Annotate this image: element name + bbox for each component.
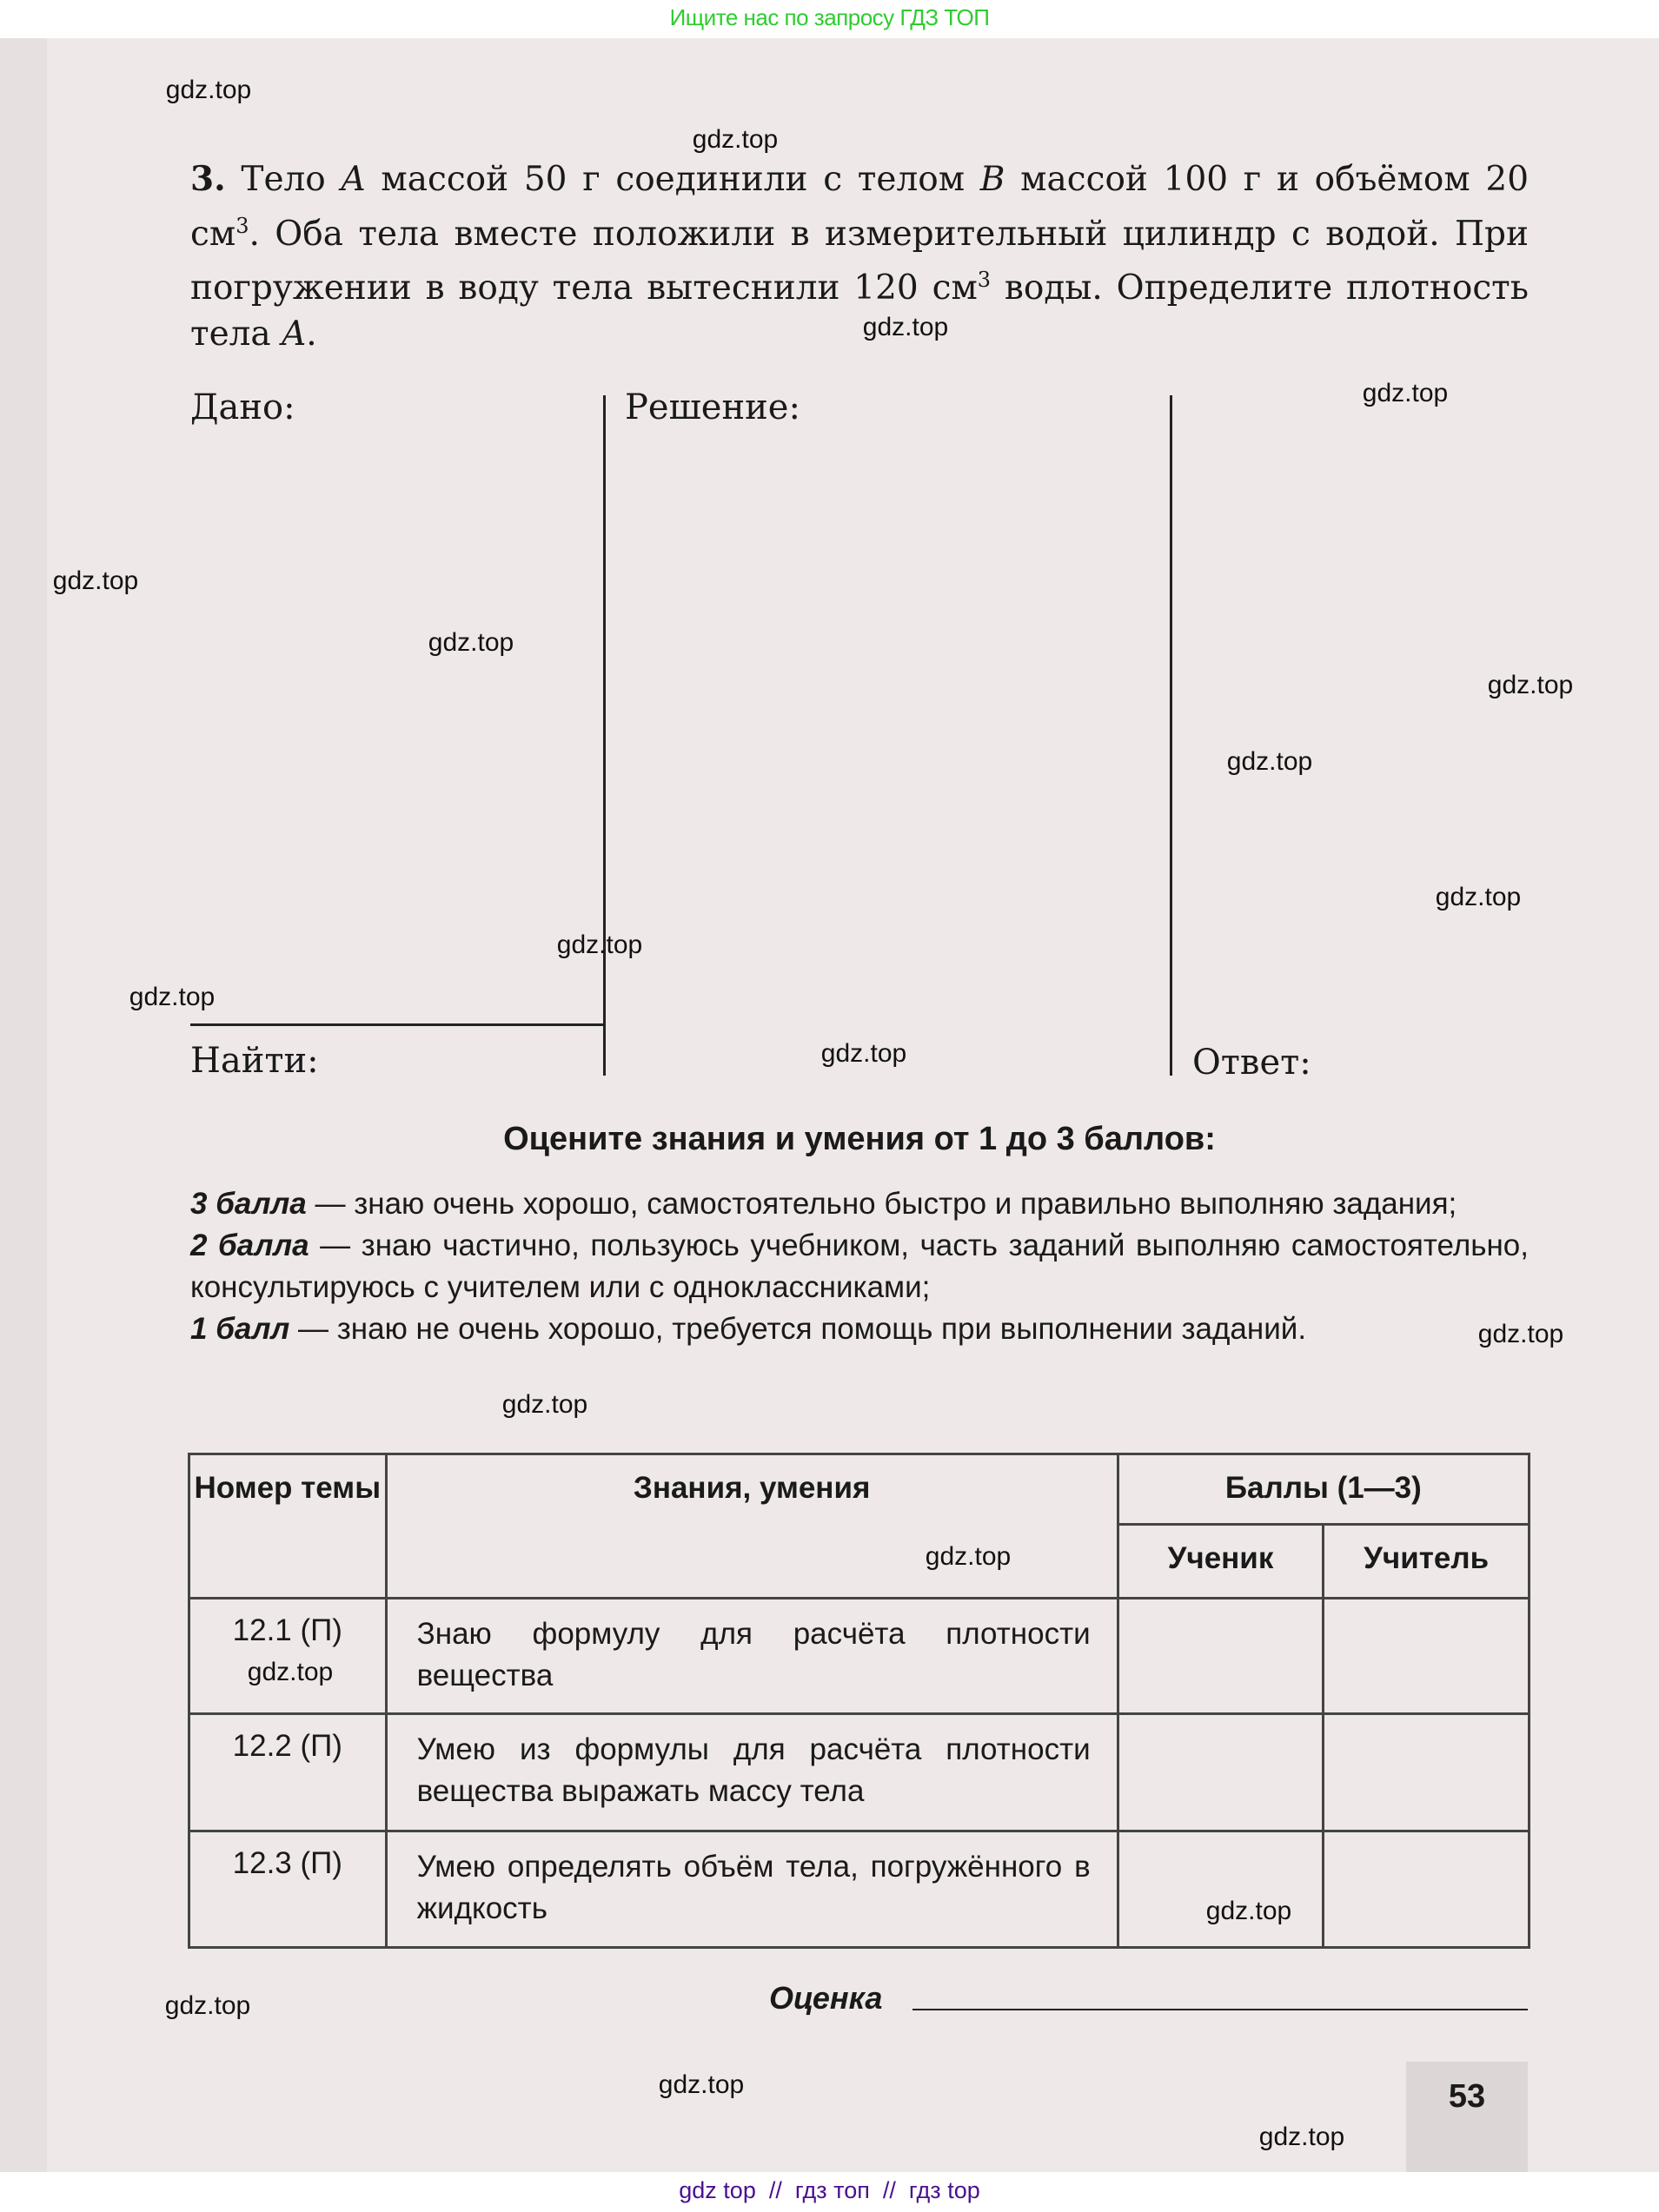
problem-part: массой 100 г и объёмом 20 см (190, 160, 1530, 254)
watermark-text: gdz.top (1258, 2123, 1345, 2151)
table-row (189, 1831, 1530, 1948)
assessment-heading: Оцените знания и умения от 1 до 3 баллов: (503, 1121, 1216, 1157)
grade-line[interactable] (912, 2009, 1528, 2010)
header-skills: Знания, умения (386, 1454, 1118, 1599)
watermark-text: gdz.top (247, 1658, 334, 1686)
scale-item (190, 1308, 1529, 1350)
scale-item (190, 1225, 1529, 1308)
header-topic: Номер темы (189, 1454, 387, 1599)
var-b: B (979, 160, 1005, 199)
score-desc: — знаю очень хорошо, самостоятельно быстро и правильно выполняю задания; (306, 1187, 1457, 1221)
find-divider (190, 1023, 605, 1026)
watermark-text: gdz.top (164, 1991, 251, 2020)
problem-number: 3. (190, 159, 226, 199)
scale-item (190, 1183, 1529, 1225)
watermark-text: gdz.top (52, 566, 139, 595)
teacher-score-cell[interactable] (1324, 1831, 1530, 1948)
watermark-text: gdz.top (1477, 1320, 1564, 1348)
student-score-cell[interactable] (1118, 1599, 1324, 1714)
header-student: Ученик (1118, 1525, 1324, 1599)
assessment-scale (190, 1183, 1529, 1350)
score-desc: — знаю не очень хорошо, требуется помощь при выполнении заданий. (289, 1312, 1307, 1346)
score: 3 балла (190, 1187, 307, 1221)
footer-link[interactable]: gdz top (679, 2177, 756, 2203)
watermark-text: gdz.top (862, 313, 949, 341)
problem-part: . Оба тела вместе положили в измерительный цилиндр с водой. При погружении в воду тела вытеснили 120 см (190, 214, 1529, 308)
var-a: A (282, 314, 307, 354)
watermark-text: gdz.top (692, 125, 779, 154)
divider-answer (1170, 395, 1172, 1076)
given-label: Дано: (190, 387, 295, 427)
topic-cell: 12.2 (П) (189, 1714, 387, 1831)
watermark-text: gdz.top (1205, 1897, 1292, 1925)
page-number: 53 (1406, 2062, 1528, 2172)
problem-part: Тело (225, 160, 342, 199)
watermark-text: gdz.top (1226, 747, 1313, 776)
score: 1 балл (190, 1312, 290, 1346)
watermark-text: gdz.top (428, 628, 514, 657)
skill-cell: Знаю формулу для расчёта плотности вещества (386, 1599, 1118, 1714)
table-row (189, 1599, 1530, 1714)
skill-cell: Умею из формулы для расчёта плотности вещества выражать массу тела (386, 1714, 1118, 1831)
student-score-cell[interactable] (1118, 1714, 1324, 1831)
watermark-text: gdz.top (1487, 671, 1574, 699)
watermark-text: gdz.top (820, 1039, 907, 1068)
problem-text (190, 156, 1529, 357)
skills-table (188, 1453, 1530, 1949)
footer-link[interactable]: гдз top (908, 2177, 980, 2203)
page-edge (0, 38, 47, 2172)
header-teacher: Учитель (1324, 1525, 1530, 1599)
teacher-score-cell[interactable] (1324, 1714, 1530, 1831)
teacher-score-cell[interactable] (1324, 1599, 1530, 1714)
divider-given (603, 395, 606, 1076)
watermark-text: gdz.top (658, 2070, 745, 2099)
separator: // (882, 2177, 896, 2203)
score: 2 балла (190, 1229, 309, 1262)
header-points: Баллы (1—3) (1118, 1454, 1529, 1525)
solution-label: Решение: (625, 387, 800, 427)
footer (0, 2172, 1659, 2212)
superscript: 3 (977, 268, 992, 292)
answer-label: Ответ: (1192, 1043, 1311, 1083)
grade-label: Оценка (769, 1980, 883, 2016)
superscript: 3 (236, 213, 249, 238)
student-score-cell[interactable] (1118, 1831, 1324, 1948)
skill-cell: Умею определять объём тела, погружённого в жидкость (386, 1831, 1118, 1948)
var-a: A (341, 160, 366, 199)
watermark-text: gdz.top (1435, 883, 1522, 911)
watermark-text: gdz.top (1362, 379, 1449, 407)
problem-part: . (306, 314, 317, 354)
score-desc: — знаю частично, пользуюсь учебником, часть заданий выполняю самостоятельно, консультируюсь с учителем или с одноклассниками; (190, 1229, 1529, 1304)
watermark-text: gdz.top (129, 983, 216, 1011)
problem-part: воды. Определите плотность тела (190, 268, 1529, 354)
footer-link[interactable]: гдз топ (794, 2177, 870, 2203)
topic-cell: 12.3 (П) (189, 1831, 387, 1948)
watermark-text: gdz.top (925, 1542, 1012, 1571)
problem-part: массой 50 г соединили с телом (365, 160, 980, 199)
watermark-text: gdz.top (501, 1390, 588, 1419)
watermark-text: gdz.top (165, 76, 252, 104)
banner-text[interactable]: Ищите нас по запросу ГДЗ ТОП (669, 4, 990, 30)
table-row (189, 1714, 1530, 1831)
topic-cell: 12.1 (П) (189, 1599, 387, 1714)
find-label: Найти: (190, 1041, 319, 1081)
watermark-text: gdz.top (556, 930, 643, 959)
separator: // (768, 2177, 782, 2203)
top-banner (0, 0, 1659, 38)
